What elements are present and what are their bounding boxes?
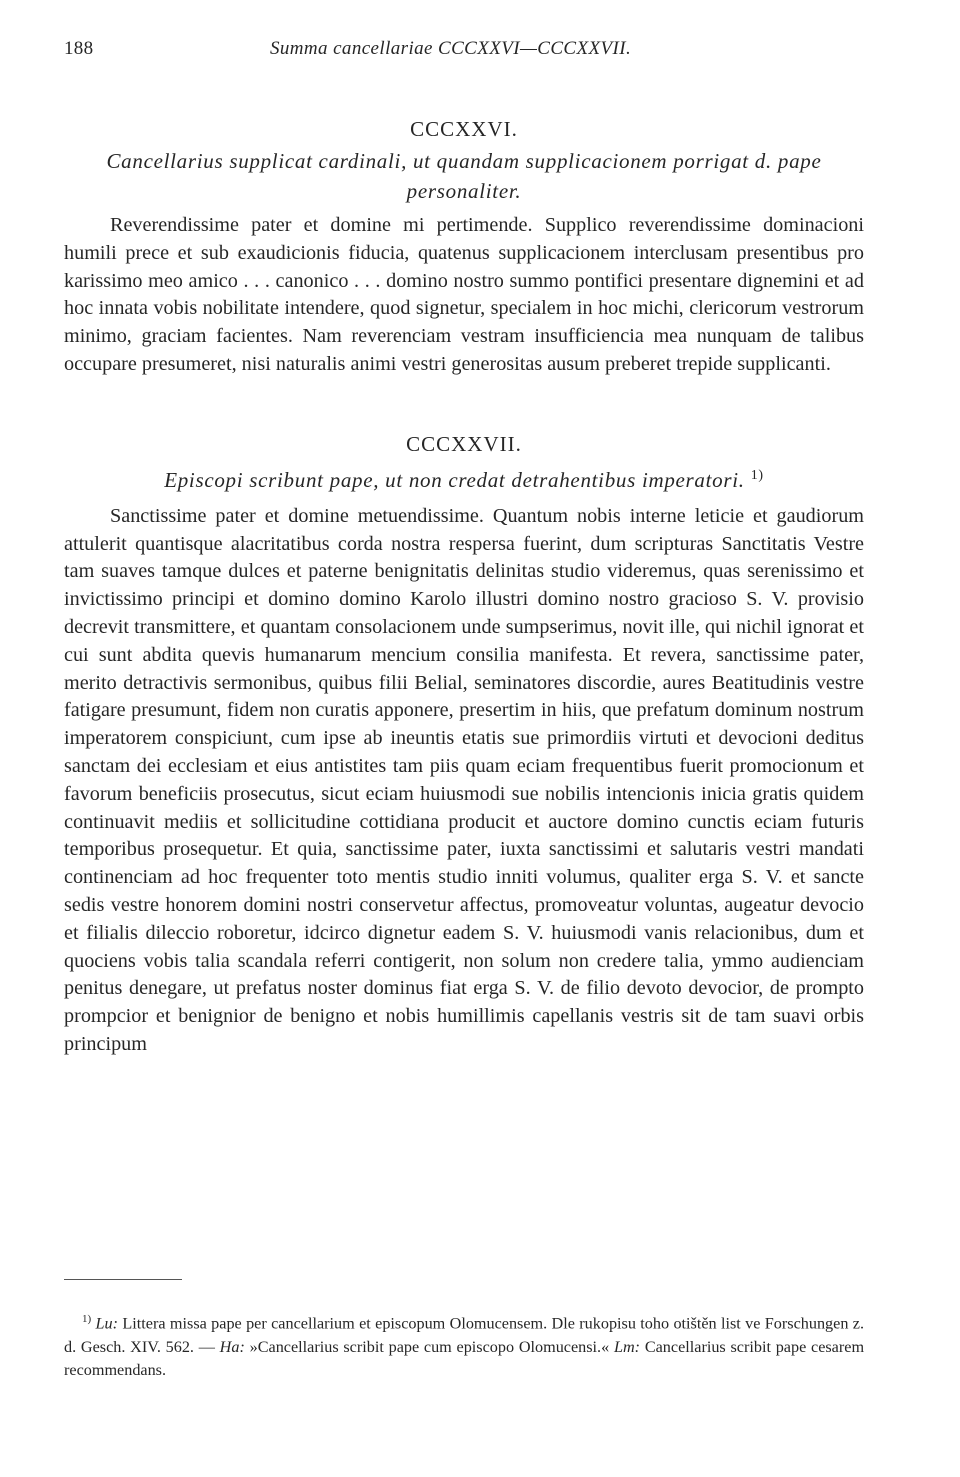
running-head: [64, 38, 864, 68]
footnote-paragraph: [64, 1308, 864, 1383]
section-heading-text: Episcopi scribunt pape, ut non credat detrahentibus imperatori.: [164, 467, 745, 492]
page-text-block: [64, 38, 864, 1059]
footnote-divider: [64, 1279, 182, 1280]
page-number: 188: [64, 38, 94, 59]
section-paragraph: Sanctissime pater et domine metuendissime. Quantum nobis interne leticie et gaudiorum attulerit quantisque alacritatibus corda nostra respersa fuerint, dum scripturas Sanctitatis Vestre tam suaves tamque dulces et paterne benignitatis delinitas studio videremus, quas serenissimo et invictissimo principi et domino domino Karolo illustri domino nostro gracioso S. V. provisio decrevit transmittere, et quantam consolacionem unde sumpserimus, novit ille, qui nichil ignorat et cui sunt abdita quevis humanarum mencium consilia manifesta. Et revera, sanctissime pater, merito detractivis sermonibus, quibus filii Belial, seminatores discordie, aures Beatitudinis vestre fatigare presumunt, fidem non curatis apponere, presertim in hiis, que prefatum dominum nostrum imperatorem conspiciunt, cum ipse ab ineuntis etatis sue primordiis virtuti et devocioni deditus sanctam dei ecclesiam et eius antistites tam piis quam eciam frequentibus fuerit promocionum et favorum beneficiis prosecutus, sicut eciam huiusmodi sue nobilis intencionis inicia gratis quidem continuavit mediis et sollicitudine cottidiana producit et auctore domino cunctis eciam futuris temporibus prosequetur. Et quia, sanctissime pater, iuxta sanctissimi et salutaris vestri mandati continenciam ad hoc frequenter toto mentis studio inniti volumus, qualiter erga S. V. et sancte sedis vestre honorem domini nostri conservetur affectus, promoveatur voluntas, augeatur devocio et filialis dileccio roboretur, idcirco dignetur eadem S. V. huiusmodi vanis relacionibus, dum et quociens vobis talia scandala referri contigerit, non solum non credere talia, ymmo audienciam penitus denegare, ut prefatus noster dominus fiat erga S. V. de filio devoto devocior, de prompto prompcior et benignior de benigno et nobis humillimis capellanis vestris sit de tam suavi orbis principum: [64, 504, 864, 1055]
manuscript-siglum: Lu:: [95, 1314, 119, 1333]
section-paragraph: Reverendissime pater et domine mi pertimende. Supplico reverendissime dominacioni humili prece et sub exaudicionis fiducia, quatenus supplicacionem interclusam presentibus pro karissimo meo amico . . . canonico . . . domino nostro summo pontifici presentare dignemini et ad hoc innata vobis nobilitate intendere, quod signetur, specialem in hoc michi, clericorum vestrorum minimo, graciam facientes. Nam reverenciam vestram insufficiencia mea nunquam de talibus occupare presumeret, nisi naturalis animi vestri generositas ausum preberet trepide supplicanti.: [64, 214, 864, 375]
section-body: [64, 212, 864, 379]
document-section-cccxxvii: [64, 429, 864, 1059]
section-body: [64, 503, 864, 1059]
section-heading: [74, 461, 854, 495]
running-title: Summa cancellariae CCCXXVI—CCCXXVII.: [270, 38, 632, 59]
footnote-text: Cancellarius scribit pape cesarem recommendans.: [64, 1337, 865, 1380]
section-number: CCCXXVII.: [406, 431, 522, 456]
footnote-text: Littera missa pape per cancellarium et episcopum Olomucensem. Dle rukopisu toho otištěn list ve Forschungen z. d. Gesch. XIV. 562. —: [64, 1314, 865, 1356]
footnote-mark: 1): [82, 1313, 92, 1325]
footnote: [64, 1308, 864, 1383]
manuscript-siglum: Lm:: [613, 1337, 641, 1356]
footnote-text: »Cancellarius scribit pape cum episcopo Olomucensi.«: [249, 1337, 610, 1356]
manuscript-siglum: Ha:: [219, 1337, 245, 1356]
section-number: CCCXXVI.: [410, 117, 518, 141]
section-heading: Cancellarius supplicat cardinali, ut quandam supplicacionem porrigat d. pape personaliter.: [106, 149, 822, 203]
footnote-reference[interactable]: 1): [750, 467, 764, 483]
document-section-cccxxvi: [64, 114, 864, 379]
